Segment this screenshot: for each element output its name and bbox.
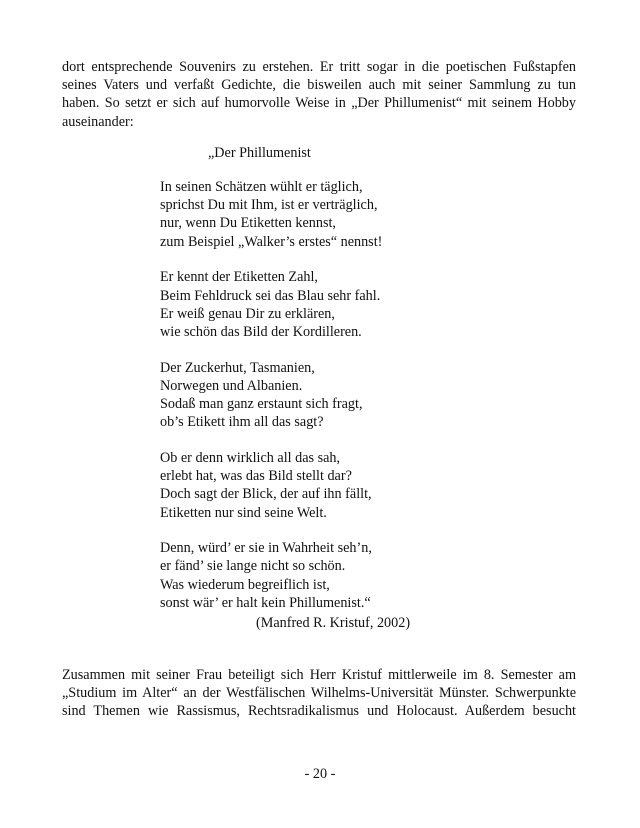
poem-verse: sprichst Du mit Ihm, ist er verträglich, [160, 197, 378, 214]
poem-verse: Ob er denn wirklich all das sah, [160, 449, 341, 466]
intro-paragraph [62, 58, 576, 131]
poem-verse: Norwegen und Albanien. [160, 377, 303, 394]
poem-verse: Der Zuckerhut, Tasmanien, [160, 359, 315, 376]
outro-line: „Studium im Alter“ an der Westfälischen Wilhelms-Universität Münster. Schwerpunkte [62, 685, 576, 702]
outro-line: sind Themen wie Rassismus, Rechtsradikalismus und Holocaust. Außerdem besucht [62, 703, 576, 720]
outro-line: Zusammen mit seiner Frau beteiligt sich Herr Kristuf mittlerweile im 8. Semester am [62, 667, 576, 683]
outro-paragraph [62, 666, 576, 721]
poem-verse: Er kennt der Etiketten Zahl, [160, 269, 318, 286]
intro-line: seines Vaters und verfaßt Gedichte, die bisweilen auch mit seiner Sammlung zu tun [62, 77, 576, 94]
poem-verse: Doch sagt der Blick, der auf ihn fällt, [160, 486, 372, 503]
poem-verse: Sodaß man ganz erstaunt sich fragt, [160, 396, 363, 413]
poem-title: „Der Phillumenist [208, 145, 311, 161]
poem-stanza [160, 449, 382, 522]
poem-verse: sonst wär’ er halt kein Phillumenist.“ [160, 594, 371, 611]
poem-verse: Beim Fehldruck sei das Blau sehr fahl. [160, 287, 381, 304]
page-number: - 20 - [304, 766, 336, 782]
poem-stanza [160, 539, 382, 612]
poem-verse: Etiketten nur sind seine Welt. [160, 504, 327, 521]
poem-stanza [160, 178, 382, 251]
poem-attribution: (Manfred R. Kristuf, 2002) [256, 615, 411, 631]
intro-line: auseinander: [62, 113, 134, 130]
poem-verse: zum Beispiel „Walker’s erstes“ nennst! [160, 233, 383, 250]
intro-line: haben. So setzt er sich auf humorvolle Weise in „Der Phillumenist“ mit seinem Hobby [62, 95, 576, 112]
poem-verse: nur, wenn Du Etiketten kennst, [160, 215, 336, 232]
poem-verse: wie schön das Bild der Kordilleren. [160, 323, 362, 340]
poem-verse: ob’s Etikett ihm all das sagt? [160, 414, 324, 431]
intro-line: dort entsprechende Souvenirs zu erstehen. Er tritt sogar in die poetischen Fußstapfen [62, 59, 576, 75]
poem-verse: Er weiß genau Dir zu erklären, [160, 305, 335, 322]
poem-verse: Denn, würd’ er sie in Wahrheit seh’n, [160, 540, 372, 557]
poem-stanza [160, 268, 382, 341]
poem [160, 178, 382, 630]
poem-verse: In seinen Schätzen wühlt er täglich, [160, 179, 363, 195]
poem-stanza [160, 359, 382, 432]
poem-verse: erlebt hat, was das Bild stellt dar? [160, 468, 352, 485]
poem-verse: er fänd’ sie lange nicht so schön. [160, 558, 346, 575]
poem-verse: Was wiederum begreiflich ist, [160, 576, 330, 593]
